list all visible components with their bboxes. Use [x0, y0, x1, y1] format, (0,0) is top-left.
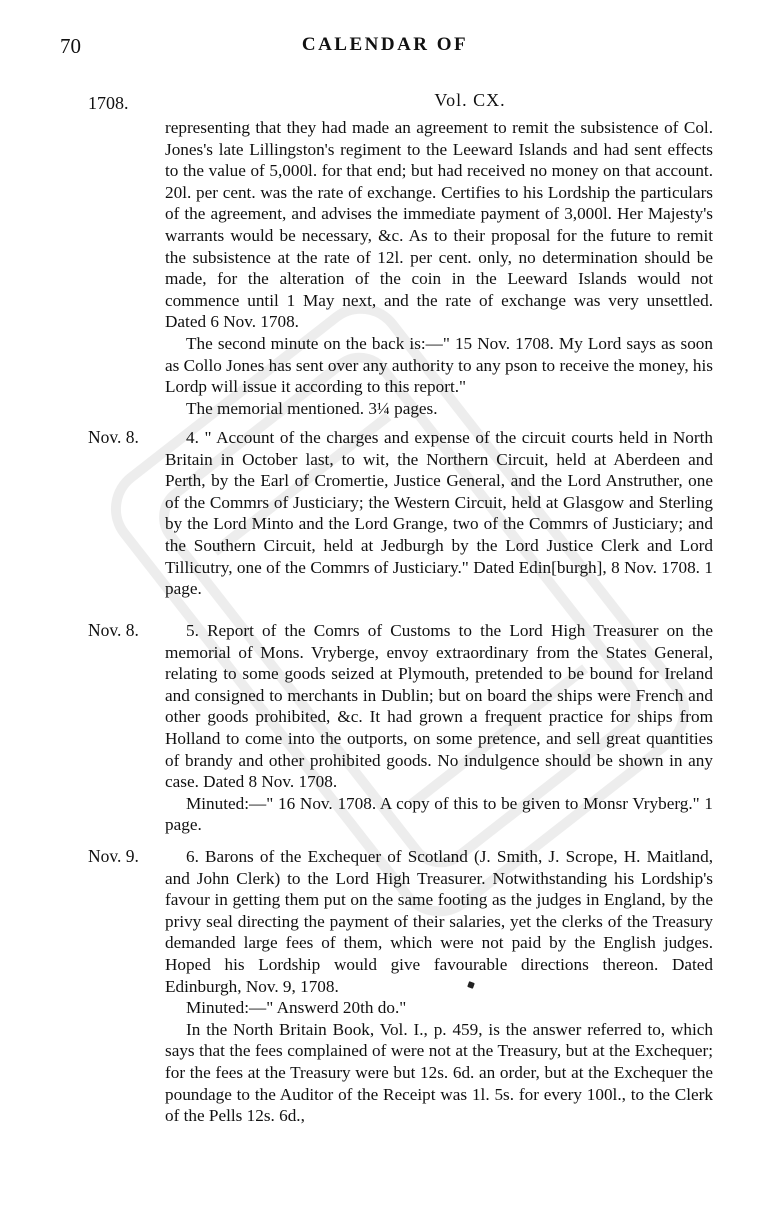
minute-paragraph: The second minute on the back is:—" 15 Nov. 1708. My Lord says as soon as Collo Jones has sent over any authority to any pson to receive the money, his Lordp will issue it according to this report.": [165, 333, 713, 397]
entry-continuation: [165, 117, 713, 419]
entry-date: Nov. 8.: [88, 620, 139, 640]
running-title: CALENDAR OF: [301, 34, 469, 55]
entry-date: Nov. 8.: [88, 427, 139, 447]
entry-5: [165, 620, 713, 836]
entry-4: [165, 427, 713, 600]
entry-date: Nov. 9.: [88, 846, 139, 866]
margin-year: 1708.: [88, 93, 129, 113]
entry-paragraph: 6. Barons of the Exchequer of Scotland (J. Smith, J. Scrope, H. Maitland, and John Clerk) to the Lord High Treasurer. Notwithstanding his Lordship's favour in getting them put on the same footing as the judges in England, by the privy seal directing the payment of their salaries, yet the clerks of the Treasury demanded large fees of them, which were not paid by the English judges. Hoped his Lordship would give favourable directions thereon. Dated Edinburgh, Nov. 9, 1708.: [165, 847, 713, 996]
page-number: 70: [60, 34, 81, 58]
entry-paragraph: representing that they had made an agreement to remit the subsistence of Col. Jones's late Lillingston's regiment to the Leeward Islands and had sent effects to the value of 5,000l. for that end; but had received no money on that account. 20l. per cent. was the rate of exchange. Certifies to his Lordship the particulars of the agreement, and advises the immediate payment of 3,000l. Her Majesty's warrants would be necessary, &c. As to their proposal for the future to remit the subsistence at the rate of 12l. per cent. only, no determination should be made, for the alteration of the coin in the Leeward Islands would not commence until 1 May next, and the rate of exchange was very unsettled. Dated 6 Nov. 1708.: [165, 118, 713, 332]
enclosure-note: The memorial mentioned. 3¼ pages.: [186, 398, 438, 418]
volume-heading: Vol. CX.: [434, 90, 506, 110]
entry-6: [165, 846, 713, 1127]
minute-paragraph: Minuted:—" 16 Nov. 1708. A copy of this to be given to Monsr Vryberg." 1 page.: [165, 793, 713, 835]
entry-paragraph: 5. Report of the Comrs of Customs to the Lord High Treasurer on the memorial of Mons. Vryberge, envoy extraordinary from the States General, relating to some goods seized at Plymouth, pretended to be bound for Ireland and consigned to merchants in Dublin; but on board the ships were French and other goods prohibited, &c. It had grown a frequent practice for ships from Holland to come into the outports, on some pretence, and sell great quantities of brandy and other prohibited goods. No indulgence should be shown in any case. Dated 8 Nov. 1708.: [165, 621, 713, 792]
entry-paragraph: 4. " Account of the charges and expense of the circuit courts held in North Britain in October last, to wit, the Northern Circuit, held at Aberdeen and Perth, by the Earl of Cromertie, Justice General, and the Lord Anstruther, one of the Commrs of Justiciary; the Western Circuit, held at Glasgow and Sterling by the Lord Minto and the Lord Grange, two of the Commrs of Justiciary; and the Southern Circuit, held at Jedburgh by the Lord Justice Clerk and Lord Tillicutry, one of the Commrs of Justiciary." Dated Edin[burgh], 8 Nov. 1708. 1 page.: [165, 428, 713, 599]
answer-paragraph: In the North Britain Book, Vol. I., p. 459, is the answer referred to, which says that the fees complained of were not at the Treasury, but at the Exchequer; for the fees at the Treasury were but 12s. 6d. an order, but at the Exchequer the poundage to the Auditor of the Receipt was 1l. 5s. for every 100l., to the Clerk of the Pells 12s. 6d.,: [165, 1019, 713, 1126]
minute-paragraph: Minuted:—" Answerd 20th do.": [186, 998, 407, 1018]
